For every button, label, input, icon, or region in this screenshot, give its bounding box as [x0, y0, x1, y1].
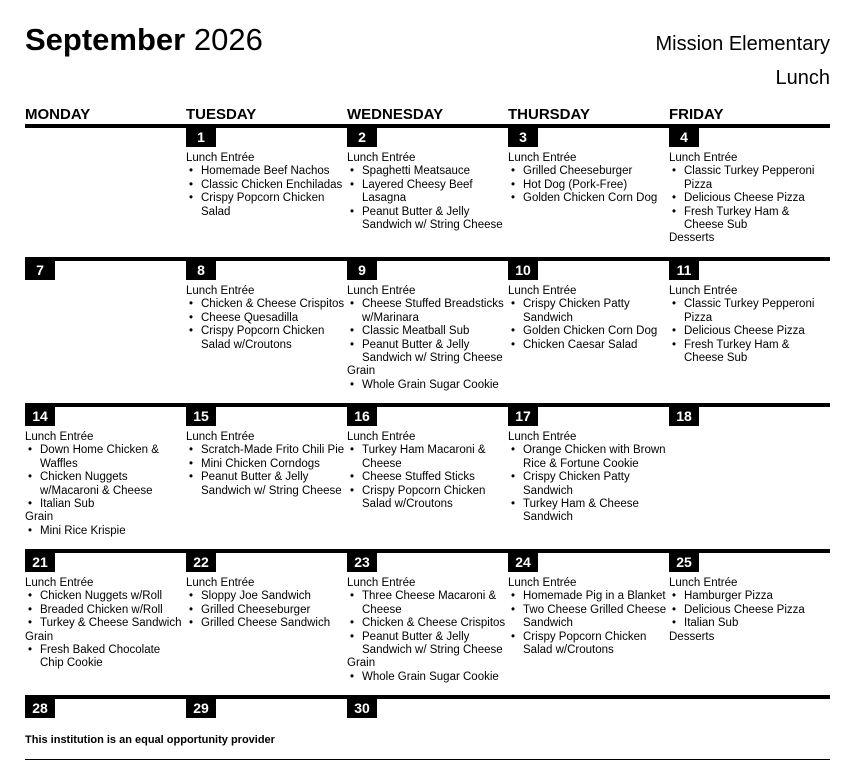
menu-item-list	[669, 298, 830, 365]
day-menu	[508, 577, 669, 657]
menu-item: • Grilled Cheese Sandwich	[186, 617, 347, 630]
menu-item: • Down Home Chicken & Waffles	[25, 444, 186, 471]
week-divider	[25, 257, 830, 261]
day-menu	[669, 577, 830, 644]
menu-item-list	[347, 298, 508, 365]
menu-item: • Sloppy Joe Sandwich	[186, 590, 347, 603]
menu-item-list	[508, 590, 669, 657]
menu-item: • Delicious Cheese Pizza	[669, 604, 830, 617]
menu-item: • Whole Grain Sugar Cookie	[347, 379, 508, 392]
day-menu	[347, 285, 508, 392]
menu-item: • Cheese Stuffed Breadsticks w/Marinara	[347, 298, 508, 325]
menu-item-list	[186, 165, 347, 219]
day-number: 22	[186, 553, 216, 572]
day-menu	[186, 285, 347, 352]
day-number: 11	[669, 261, 699, 280]
day-menu	[508, 152, 669, 206]
menu-item-list	[347, 444, 508, 511]
menu-section-label: Desserts	[669, 630, 715, 643]
month-title	[25, 20, 263, 60]
menu-item: • Classic Chicken Enchiladas	[186, 179, 347, 192]
menu-item: • Crispy Popcorn Chicken Salad	[186, 192, 347, 219]
menu-section-label: Lunch Entrée	[25, 431, 94, 443]
menu-section-label: Grain	[25, 630, 54, 643]
menu-section-label: Lunch Entrée	[508, 577, 577, 589]
menu-item: • Chicken & Cheese Crispitos	[186, 298, 347, 311]
menu-section-label: Grain	[347, 365, 376, 378]
footer-divider	[25, 759, 830, 760]
day-number: 18	[669, 407, 699, 426]
menu-section-label: Lunch Entrée	[186, 577, 255, 589]
day-number: 29	[186, 699, 216, 718]
day-number: 16	[347, 407, 377, 426]
menu-section-label: Lunch Entrée	[508, 431, 577, 443]
school-name: Mission Elementary	[655, 33, 830, 55]
menu-item: • Mini Chicken Corndogs	[186, 458, 347, 471]
day-number: 30	[347, 699, 377, 718]
menu-item: • Fresh Baked Chocolate Chip Cookie	[25, 644, 186, 671]
menu-item-list	[25, 644, 186, 671]
menu-section-label: Lunch Entrée	[669, 285, 738, 297]
month-name: September	[25, 22, 186, 57]
weekday-header-tuesday: TUESDAY	[186, 106, 257, 123]
menu-item: • Turkey Ham & Cheese Sandwich	[508, 498, 669, 525]
menu-item: • Peanut Butter & Jelly Sandwich w/ String Cheese	[186, 471, 347, 498]
menu-item: • Layered Cheesy Beef Lasagna	[347, 179, 508, 206]
day-number: 23	[347, 553, 377, 572]
day-menu	[669, 152, 830, 246]
day-number: 9	[347, 261, 377, 280]
menu-item: • Spaghetti Meatsauce	[347, 165, 508, 178]
menu-item-list	[347, 379, 508, 392]
menu-section-label: Lunch Entrée	[347, 431, 416, 443]
menu-item: • Delicious Cheese Pizza	[669, 192, 830, 205]
weekday-header-monday: MONDAY	[25, 106, 91, 123]
day-menu	[186, 577, 347, 631]
menu-item: • Golden Chicken Corn Dog	[508, 192, 669, 205]
day-menu	[25, 431, 186, 538]
day-number: 1	[186, 128, 216, 147]
menu-item: • Mini Rice Krispie	[25, 525, 186, 538]
weekday-header-row	[25, 106, 830, 124]
menu-item-list	[25, 444, 186, 511]
menu-item-list	[669, 165, 830, 232]
menu-item: • Peanut Butter & Jelly Sandwich w/ String Cheese	[347, 339, 508, 366]
menu-item-list	[508, 165, 669, 205]
week-divider	[25, 695, 830, 699]
menu-item: • Turkey Ham Macaroni & Cheese	[347, 444, 508, 471]
day-menu	[25, 577, 186, 671]
menu-item-list	[186, 444, 347, 498]
day-number: 7	[25, 261, 55, 280]
menu-section-label: Grain	[347, 657, 376, 670]
menu-item: • Grilled Cheeseburger	[186, 604, 347, 617]
menu-section-label: Grain	[25, 511, 54, 524]
day-number: 8	[186, 261, 216, 280]
menu-item: • Whole Grain Sugar Cookie	[347, 671, 508, 684]
menu-item: • Cheese Stuffed Sticks	[347, 471, 508, 484]
menu-item-list	[669, 590, 830, 630]
menu-item: • Crispy Popcorn Chicken Salad w/Croutons	[508, 631, 669, 658]
menu-section-label: Lunch Entrée	[508, 285, 577, 297]
day-number: 3	[508, 128, 538, 147]
menu-item: • Crispy Chicken Patty Sandwich	[508, 471, 669, 498]
day-number: 10	[508, 261, 538, 280]
day-number: 15	[186, 407, 216, 426]
day-menu	[669, 285, 830, 365]
day-menu	[508, 285, 669, 352]
menu-item: • Chicken & Cheese Crispitos	[347, 617, 508, 630]
menu-type: Lunch	[775, 67, 830, 89]
day-menu	[508, 431, 669, 525]
menu-item: • Delicious Cheese Pizza	[669, 325, 830, 338]
day-number: 28	[25, 699, 55, 718]
day-number: 2	[347, 128, 377, 147]
menu-item: • Cheese Quesadilla	[186, 312, 347, 325]
menu-item: • Three Cheese Macaroni & Cheese	[347, 590, 508, 617]
menu-item-list	[186, 298, 347, 352]
day-menu	[347, 577, 508, 684]
menu-item: • Golden Chicken Corn Dog	[508, 325, 669, 338]
menu-item-list	[25, 590, 186, 630]
day-number: 14	[25, 407, 55, 426]
menu-item-list	[347, 165, 508, 232]
footer-note: This institution is an equal opportunity provider	[25, 734, 275, 746]
menu-item: • Peanut Butter & Jelly Sandwich w/ String Cheese	[347, 206, 508, 233]
menu-item: • Chicken Nuggets w/Macaroni & Cheese	[25, 471, 186, 498]
menu-section-label: Lunch Entrée	[669, 152, 738, 164]
menu-item-list	[347, 590, 508, 657]
weekday-header-wednesday: WEDNESDAY	[347, 106, 444, 123]
day-menu	[347, 152, 508, 232]
menu-item: • Chicken Caesar Salad	[508, 339, 669, 352]
week-divider	[25, 124, 830, 128]
weekday-header-friday: FRIDAY	[669, 106, 724, 123]
day-menu	[347, 431, 508, 511]
menu-item: • Italian Sub	[25, 498, 186, 511]
menu-section-label: Lunch Entrée	[186, 285, 255, 297]
menu-section-label: Lunch Entrée	[25, 577, 94, 589]
menu-item-list	[25, 525, 186, 538]
year: 2026	[193, 22, 263, 57]
menu-item: • Italian Sub	[669, 617, 830, 630]
menu-item: • Crispy Popcorn Chicken Salad w/Croutons	[347, 485, 508, 512]
menu-item: • Turkey & Cheese Sandwich	[25, 617, 186, 630]
menu-item: • Orange Chicken with Brown Rice & Fortune Cookie	[508, 444, 669, 471]
menu-item: • Two Cheese Grilled Cheese Sandwich	[508, 604, 669, 631]
day-number: 4	[669, 128, 699, 147]
menu-section-label: Lunch Entrée	[347, 152, 416, 164]
menu-item: • Homemade Beef Nachos	[186, 165, 347, 178]
day-number: 21	[25, 553, 55, 572]
menu-item: • Breaded Chicken w/Roll	[25, 604, 186, 617]
menu-item: • Grilled Cheeseburger	[508, 165, 669, 178]
menu-section-label: Lunch Entrée	[508, 152, 577, 164]
menu-section-label: Lunch Entrée	[347, 285, 416, 297]
menu-item: • Hamburger Pizza	[669, 590, 830, 603]
menu-item: • Classic Turkey Pepperoni Pizza	[669, 165, 830, 192]
menu-item: • Hot Dog (Pork-Free)	[508, 179, 669, 192]
menu-item: • Crispy Popcorn Chicken Salad w/Croutons	[186, 325, 347, 352]
menu-item-list	[508, 444, 669, 524]
menu-item: • Scratch-Made Frito Chili Pie	[186, 444, 347, 457]
menu-item: • Crispy Chicken Patty Sandwich	[508, 298, 669, 325]
menu-item: • Peanut Butter & Jelly Sandwich w/ String Cheese	[347, 631, 508, 658]
week-divider	[25, 403, 830, 407]
menu-section-label: Lunch Entrée	[347, 577, 416, 589]
menu-item: • Classic Turkey Pepperoni Pizza	[669, 298, 830, 325]
menu-item: • Classic Meatball Sub	[347, 325, 508, 338]
menu-section-label: Lunch Entrée	[186, 152, 255, 164]
day-menu	[186, 431, 347, 498]
day-number: 25	[669, 553, 699, 572]
menu-section-label: Desserts	[669, 232, 715, 245]
day-menu	[186, 152, 347, 219]
menu-section-label: Lunch Entrée	[186, 431, 255, 443]
menu-item: • Fresh Turkey Ham & Cheese Sub	[669, 339, 830, 366]
menu-item-list	[508, 298, 669, 352]
menu-item: • Fresh Turkey Ham & Cheese Sub	[669, 206, 830, 233]
day-number: 24	[508, 553, 538, 572]
weekday-header-thursday: THURSDAY	[508, 106, 590, 123]
menu-section-label: Lunch Entrée	[669, 577, 738, 589]
week-divider	[25, 549, 830, 553]
menu-item: • Chicken Nuggets w/Roll	[25, 590, 186, 603]
menu-item: • Homemade Pig in a Blanket	[508, 590, 669, 603]
day-number: 17	[508, 407, 538, 426]
menu-item-list	[347, 671, 508, 684]
menu-item-list	[186, 590, 347, 630]
